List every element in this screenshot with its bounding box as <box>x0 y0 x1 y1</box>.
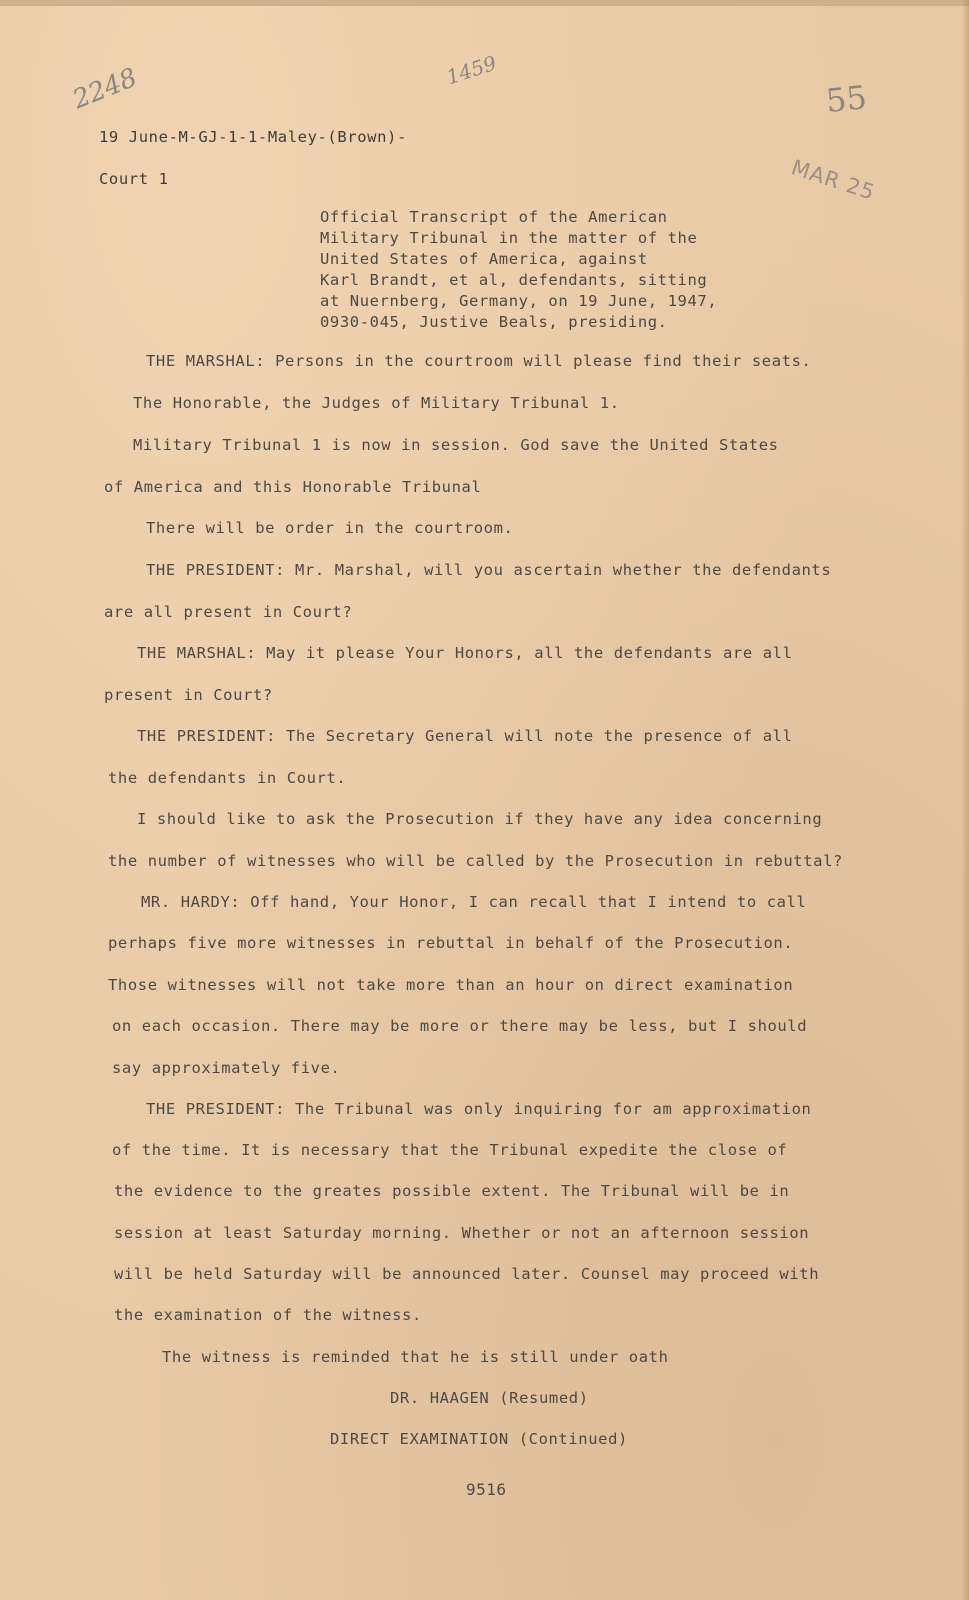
transcript-line: THE PRESIDENT: Mr. Marshal, will you ascertain whether the defendants <box>146 561 832 579</box>
transcript-line: session at least Saturday morning. Whether or not an afternoon session <box>114 1224 810 1242</box>
transcript-line: the number of witnesses who will be called by the Prosecution in rebuttal? <box>108 852 843 870</box>
transcript-line: Military Tribunal 1 is now in session. God save the United States <box>133 436 779 454</box>
transcript-line: say approximately five. <box>112 1059 341 1077</box>
caption-line: 0930-045, Justive Beals, presiding. <box>320 313 668 331</box>
transcript-line: of America and this Honorable Tribunal <box>104 478 482 496</box>
transcript-line: of the time. It is necessary that the Tribunal expedite the close of <box>112 1141 788 1159</box>
transcript-line: are all present in Court? <box>104 603 353 621</box>
examination-heading: DIRECT EXAMINATION (Continued) <box>330 1430 628 1448</box>
court-label: Court 1 <box>99 170 169 188</box>
transcript-line: There will be order in the courtroom. <box>146 519 514 537</box>
date-stamp: MAR 25 <box>788 155 879 205</box>
page-right-edge <box>961 0 969 1600</box>
handwritten-number-top-center: 1459 <box>443 50 500 90</box>
transcript-code: 19 June-M-GJ-1-1-Maley-(Brown)- <box>99 128 407 146</box>
handwritten-number-top-right: 55 <box>824 77 869 121</box>
page-top-edge <box>0 0 969 6</box>
caption-line: Karl Brandt, et al, defendants, sitting <box>320 271 708 289</box>
transcript-line: on each occasion. There may be more or there may be less, but I should <box>112 1017 808 1035</box>
transcript-line: the examination of the witness. <box>114 1306 422 1324</box>
transcript-line: perhaps five more witnesses in rebuttal in behalf of the Prosecution. <box>108 934 794 952</box>
caption-line: Military Tribunal in the matter of the <box>320 229 698 247</box>
caption-line: at Nuernberg, Germany, on 19 June, 1947, <box>320 292 718 310</box>
caption-line: Official Transcript of the American <box>320 208 668 226</box>
page-number: 9516 <box>466 1480 507 1499</box>
transcript-line: THE PRESIDENT: The Secretary General will note the presence of all <box>137 727 793 745</box>
transcript-line: I should like to ask the Prosecution if they have any idea concerning <box>137 810 823 828</box>
witness-heading: DR. HAAGEN (Resumed) <box>390 1389 589 1407</box>
transcript-line: The Honorable, the Judges of Military Tribunal 1. <box>133 394 620 412</box>
transcript-line: THE MARSHAL: Persons in the courtroom will please find their seats. <box>146 352 812 370</box>
transcript-line: THE MARSHAL: May it please Your Honors, all the defendants are all <box>137 644 793 662</box>
transcript-line: the defendants in Court. <box>108 769 347 787</box>
handwritten-number-top-left: 2248 <box>68 62 142 116</box>
transcript-line: MR. HARDY: Off hand, Your Honor, I can recall that I intend to call <box>141 893 807 911</box>
transcript-line: Those witnesses will not take more than an hour on direct examination <box>108 976 794 994</box>
transcript-line: the evidence to the greates possible extent. The Tribunal will be in <box>114 1182 790 1200</box>
caption-line: United States of America, against <box>320 250 648 268</box>
transcript-line: THE PRESIDENT: The Tribunal was only inquiring for am approximation <box>146 1100 812 1118</box>
transcript-line: will be held Saturday will be announced later. Counsel may proceed with <box>114 1265 820 1283</box>
transcript-line: present in Court? <box>104 686 273 704</box>
transcript-line: The witness is reminded that he is still under oath <box>162 1348 669 1366</box>
